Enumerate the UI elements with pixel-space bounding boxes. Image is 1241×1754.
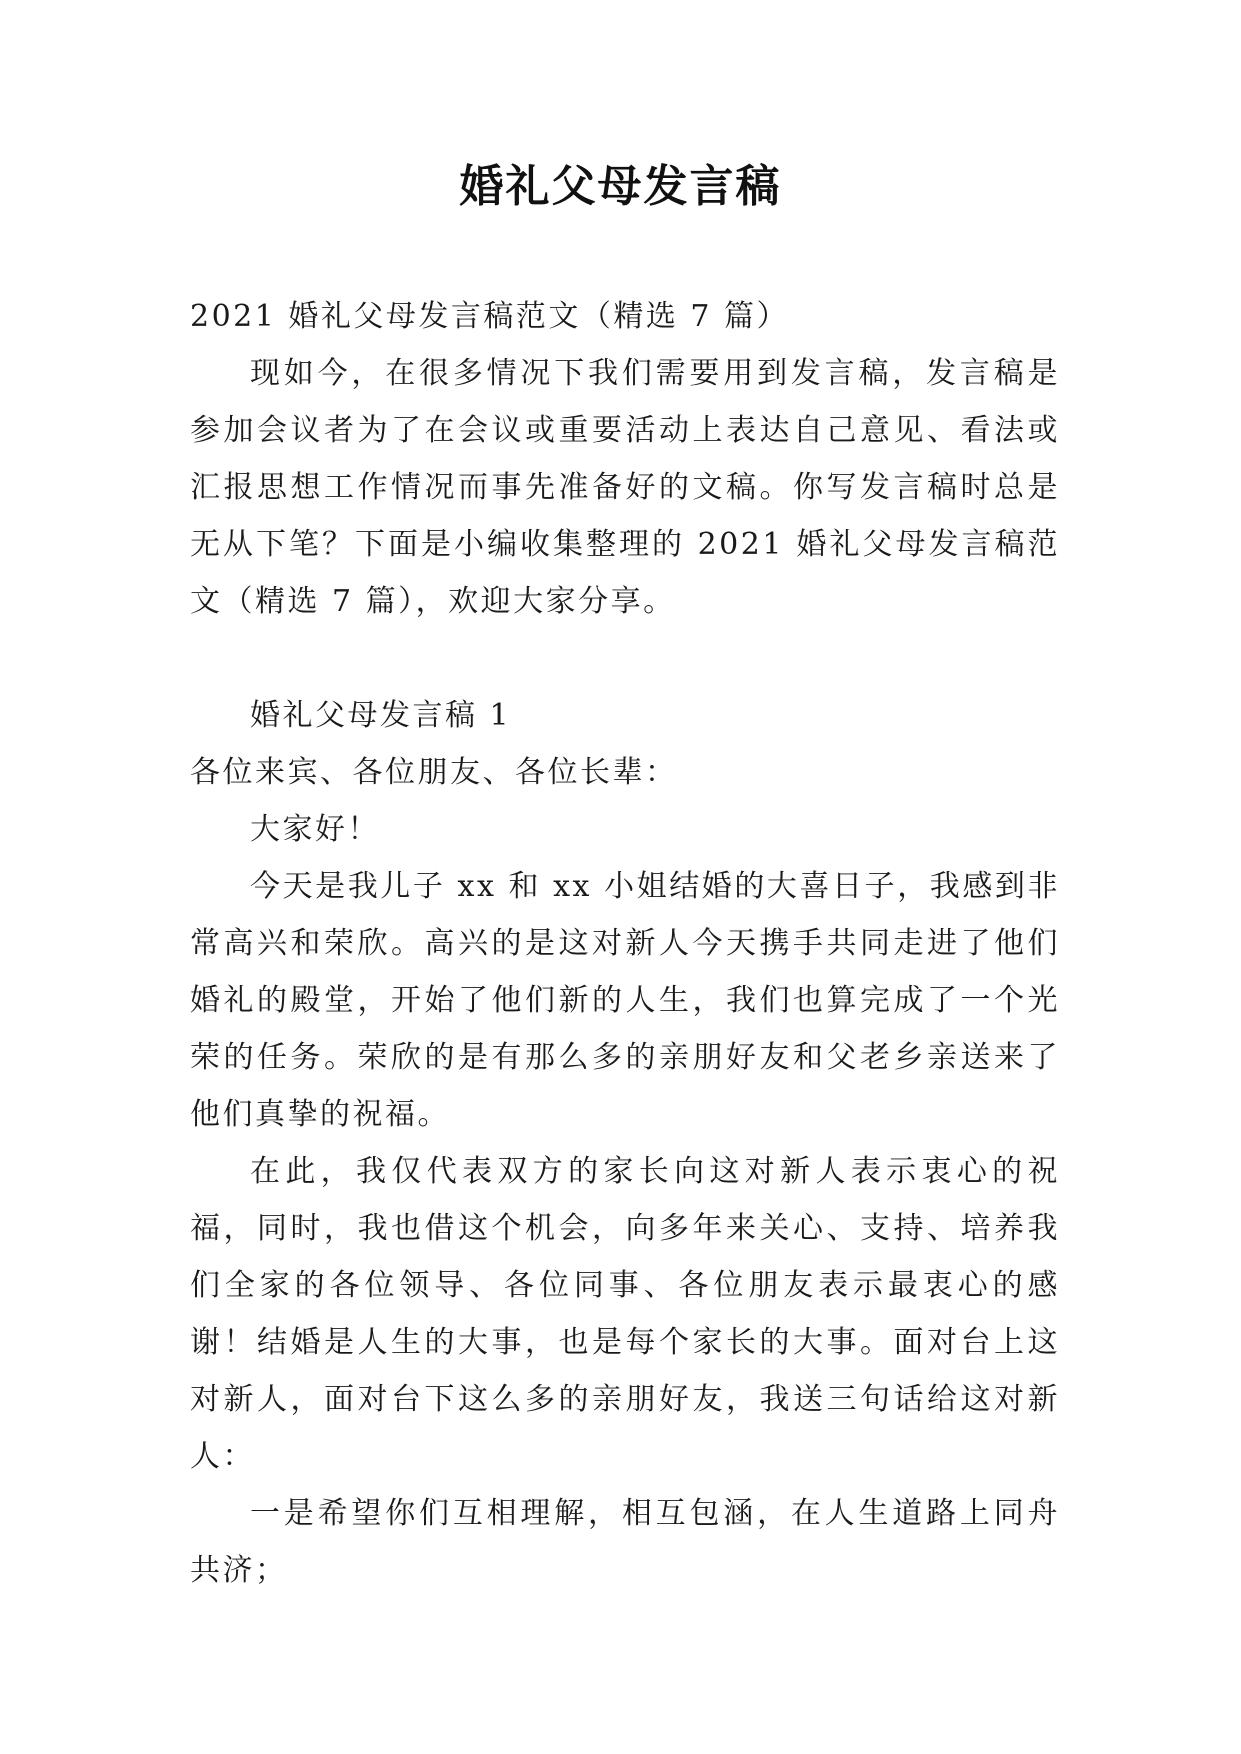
salutation: 各位来宾、各位朋友、各位长辈：	[190, 755, 678, 790]
section-heading: 婚礼父母发言稿 1	[250, 698, 512, 733]
body-paragraph-3: 一是希望你们互相理解，相互包涵，在人生道路上同舟共济；	[190, 1496, 1060, 1588]
body-paragraph-2: 在此，我仅代表双方的家长向这对新人表示衷心的祝福，同时，我也借这个机会，向多年来关心、支持、培养我们全家的各位领导、各位同事、各位朋友表示最衷心的感谢！结婚是人生的大事，也是每个家长的大事。面对台上这对新人，面对台下这么多的亲朋好友，我送三句话给这对新人：	[190, 1154, 1060, 1474]
document-subtitle: 2021 婚礼父母发言稿范文（精选 7 篇）	[190, 299, 790, 334]
greeting: 大家好！	[250, 812, 380, 847]
document-title: 婚礼父母发言稿	[459, 161, 782, 212]
body-paragraph-1: 今天是我儿子 xx 和 xx 小姐结婚的大喜日子，我感到非常高兴和荣欣。高兴的是这对新人今天携手共同走进了他们婚礼的殿堂，开始了他们新的人生，我们也算完成了一个光荣的任务。荣欣的是有那么多的亲朋好友和父老乡亲送来了他们真挚的祝福。	[190, 869, 1060, 1132]
intro-paragraph: 现如今，在很多情况下我们需要用到发言稿，发言稿是参加会议者为了在会议或重要活动上表达自己意见、看法或汇报思想工作情况而事先准备好的文稿。你写发言稿时总是无从下笔？下面是小编收集整理的 2021 婚礼父母发言稿范文（精选 7 篇），欢迎大家分享。	[190, 356, 1060, 619]
document-body	[190, 288, 1060, 1599]
